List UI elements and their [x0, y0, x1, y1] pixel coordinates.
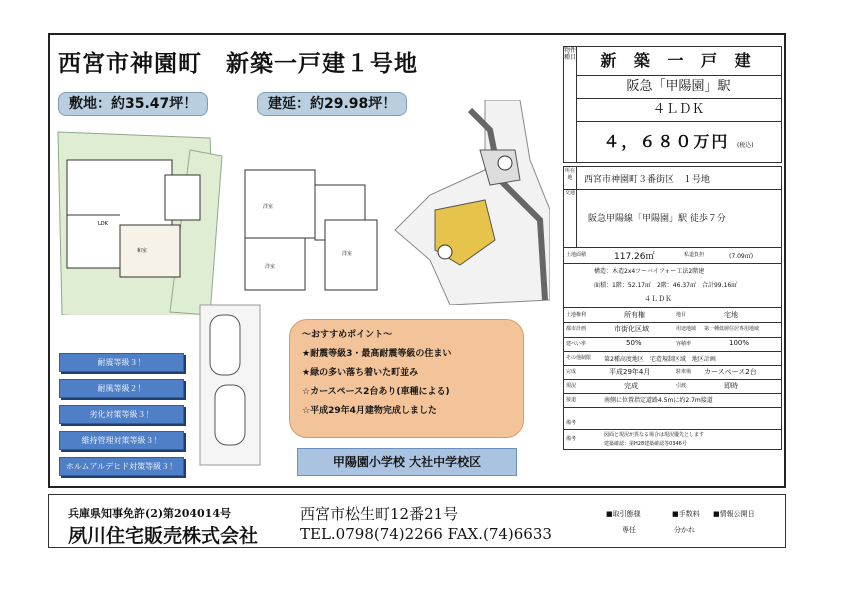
perf-maintenance: 維持管理対策等級３！	[59, 431, 184, 450]
zoning-value: 宅地	[724, 311, 738, 319]
header-box	[563, 46, 782, 163]
floor2-room-a	[245, 170, 315, 238]
urban-label: 都市計画	[566, 326, 587, 332]
point-item: ★緑の多い落ち着いた町並み	[302, 368, 419, 378]
status-value: 完成	[624, 382, 638, 390]
page-title: 西宮市神園町 新築一戸建１号地	[58, 50, 418, 77]
traffic-label: 交通	[564, 189, 577, 247]
parking-label: 駐車場	[676, 369, 692, 375]
use-label: 用途地域	[676, 326, 697, 332]
map-sold-marker	[498, 156, 512, 170]
floor1-washitsu-label: 和室	[137, 248, 148, 254]
layout: ４ＬＤＫ	[576, 98, 781, 122]
road-label: 接道	[566, 397, 577, 403]
coverage-value: 50%	[626, 339, 642, 347]
company-tel: TEL.0798(74)2266 FAX.(74)6633	[300, 525, 552, 543]
perf-wind: 耐風等級２！	[59, 379, 184, 398]
license-number: 兵庫県知事免許(2)第204014号	[68, 507, 231, 520]
rights-value: 所有権	[624, 311, 645, 319]
land-area-label: 土地面積	[566, 252, 587, 258]
parking-value: カースペース2台	[704, 368, 757, 376]
perf-seismic: 耐震等級３！	[59, 353, 184, 372]
point-item: ☆カースペース2台あり(車種による)	[302, 387, 450, 397]
coverage-label: 建ぺい率	[566, 341, 587, 347]
floor2-room-c-label: 洋室	[342, 251, 353, 257]
nearest-station: 阪急「甲陽園」駅	[576, 75, 781, 99]
private-road-label: 私道負担	[684, 252, 705, 258]
perf-formaldehyde: ホルムアルデヒド対策等級３！	[59, 457, 184, 476]
floor-area-badge: 建延：約29.98坪！	[257, 92, 407, 116]
use-value: 第一種低層住居専用地域	[704, 326, 760, 332]
floor-plan	[50, 120, 390, 315]
price	[576, 121, 781, 162]
structure: 構造：木造2x4ツーバイフォー工法2階建	[594, 268, 705, 275]
perf-deterioration: 劣化対策等級３！	[59, 405, 184, 424]
complete-value: 平成29年4月	[609, 368, 651, 376]
company-name: 夙川住宅販売株式会社	[68, 525, 259, 547]
private-road-value: (7.09㎡)	[729, 253, 754, 260]
complete-label: 完成	[566, 369, 577, 375]
road-value: 南側に位置指定道路4.5mに約2.7m接道	[604, 397, 713, 404]
fee-value: 分かれ	[674, 526, 695, 534]
delivery-label: 引渡	[676, 383, 687, 389]
parking-plan	[195, 300, 270, 470]
property-type: 新 築 一 戸 建	[576, 47, 781, 76]
company-address: 西宮市松生町12番21号	[300, 505, 459, 523]
point-item: ★耐震等級3・最高耐震等級の住まい	[302, 349, 452, 359]
points-heading: ～おすすめポイント～	[302, 330, 393, 340]
fee-label: ■手数料	[672, 510, 700, 518]
notes-label: 備考	[566, 436, 577, 442]
notes-line-2: 建築確認：第H28建築確認等0346号	[604, 441, 687, 447]
floor2-room-b-label: 洋室	[265, 264, 276, 270]
info-date-label: ■情報公開日	[713, 510, 755, 518]
status-label: 現況	[566, 383, 577, 389]
tx-type-label: ■取引態様	[606, 510, 641, 518]
map-sold-marker-2	[438, 245, 452, 259]
urban-value: 市街化区域	[614, 325, 649, 333]
detail-table	[563, 166, 782, 450]
remarks-label: 備考	[566, 420, 577, 426]
other-value: 第2種高度地区 宅造規制区域 地区計画	[604, 356, 716, 363]
land-area-value: 117.26㎡	[614, 252, 655, 262]
delivery-value: 即時	[724, 382, 738, 390]
far-value: 100%	[729, 339, 750, 347]
notes-line-1: 図面と現況が異なる場合は現況優先とします	[604, 432, 705, 438]
zoning-label: 地目	[676, 312, 687, 318]
far-label: 容積率	[676, 341, 692, 347]
land-area-badge: 敷地：約35.47坪！	[58, 92, 208, 116]
tx-type-value: 専任	[622, 526, 636, 534]
traffic-value: 阪急甲陽線「甲陽園」駅 徒歩７分	[588, 214, 726, 224]
points-box	[289, 319, 524, 438]
floor2-room-a-label: 洋室	[263, 204, 274, 210]
layout-row: ４ＬＤＫ	[644, 295, 672, 303]
location-value: 西宮市神園町３番街区 １号地	[584, 175, 711, 185]
floor1-bath	[165, 175, 200, 220]
header-side-label: 物件種目	[564, 47, 577, 162]
price-value: ４，６８０万円	[603, 132, 730, 151]
floor1-tatami	[120, 225, 180, 277]
school-district: 甲陽園小学校 大社中学校区	[297, 448, 517, 476]
floor1-ldk-label: LDK	[98, 221, 108, 227]
area-breakdown: 面積：1階：52.17㎡ 2階：46.37㎡ 合計99.16㎡	[594, 282, 738, 289]
car-2-icon	[215, 385, 245, 445]
location-label: 所在地	[564, 167, 577, 190]
other-label: その他制限	[566, 355, 592, 361]
location-map	[390, 100, 550, 305]
rights-label: 土地権利	[566, 312, 587, 318]
price-tax: (税込)	[736, 142, 754, 149]
car-1-icon	[210, 315, 240, 375]
point-item: ☆平成29年4月建物完成しました	[302, 406, 437, 416]
